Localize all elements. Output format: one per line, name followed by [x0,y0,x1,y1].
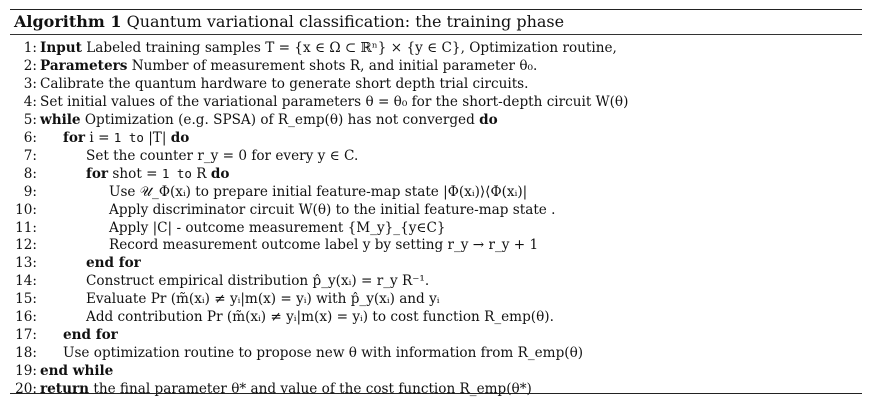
line-number: 3: [23,75,37,92]
line-number: 14: [15,273,37,290]
line-number: 15: [15,291,37,308]
monospace-token: 1 to [113,129,144,145]
text-fragment: θ₀ [519,57,533,74]
line-text [109,237,538,253]
algorithm-label: Algorithm 1 [14,12,122,31]
line-number: 9: [23,183,37,200]
text-fragment: , Optimization routine, [460,40,617,56]
algorithm-title [14,12,564,31]
line-text [109,202,556,218]
line-text [109,220,446,236]
line-number: 10: [15,201,37,218]
line-text [63,327,118,343]
text-fragment: , and initial parameter [360,57,520,74]
line-text [63,345,583,361]
text-fragment: the final parameter θ* and value of the cost function R_emp(θ*) [89,381,532,398]
algorithm-title-text: Quantum variational classification: the training phase [126,12,565,31]
line-text [86,291,440,307]
keyword: return [40,381,90,398]
keyword: for [63,129,86,146]
text-fragment: Use 𝒰_Φ(xᵢ) to prepare initial feature-map state |Φ(xᵢ)⟩⟨Φ(xᵢ)| [109,183,528,200]
keyword: Parameters [40,57,128,74]
text-fragment: has not converged [343,111,480,128]
top-rule [10,9,862,10]
line-number: 8: [23,165,37,182]
line-text [63,130,189,146]
line-number: 20: [15,381,37,398]
title-rule [10,34,862,35]
text-fragment: Use optimization routine to propose new θ with information from R_emp(θ) [63,345,584,362]
line-number: 19: [15,363,37,380]
line-text [86,148,358,164]
line-text [40,112,498,128]
keyword: do [479,111,498,128]
text-fragment: W(θ) [595,93,629,110]
text-fragment: T = {x ∈ Ω ⊂ ℝⁿ} × {y ∈ C} [265,40,461,56]
line-text [86,255,141,271]
line-text [86,273,429,289]
line-number: 11: [15,219,37,236]
line-text [40,381,532,397]
line-number: 16: [15,309,37,326]
line-number: 1: [23,40,37,56]
line-number: 6: [23,129,37,146]
text-fragment: Apply discriminator circuit W(θ) to the initial feature-map state . [109,201,556,218]
keyword: do [170,129,190,146]
text-fragment: Apply |C| - outcome measurement {M_y}_{y∈C} [109,219,446,236]
text-fragment: Add contribution Pr (m̃(xᵢ) ≠ yᵢ|m(x) = yᵢ) to cost function R_emp(θ). [86,309,554,326]
keyword: Input [40,40,82,56]
text-fragment: Optimization (e.g. SPSA) of [80,111,278,128]
text-fragment: i = [85,129,114,146]
line-number: 17: [15,327,37,344]
text-fragment: R [349,57,361,74]
keyword: end for [86,255,141,272]
text-fragment: Evaluate Pr (m̃(xᵢ) ≠ yᵢ|m(x) = yᵢ) with p̂_y(xᵢ) and yᵢ [86,291,440,308]
text-fragment: for the short-depth circuit [407,93,596,110]
line-text [40,40,617,56]
keyword: do [210,165,230,182]
text-fragment: Number of measurement shots [127,57,350,74]
text-fragment: Calibrate the quantum hardware to generate short depth trial circuits. [40,75,529,92]
keyword: end while [40,363,114,380]
text-fragment: Set initial values of the variational parameters [40,93,366,110]
monospace-token: 1 to [161,165,192,181]
text-fragment: Construct empirical distribution p̂_y(xᵢ) = r_y R⁻¹. [86,273,430,290]
line-text [86,166,229,182]
bottom-rule [10,393,862,394]
line-number: 2: [23,57,37,74]
line-number: 12: [15,237,37,254]
keyword: while [40,111,81,128]
keyword: end for [63,327,118,344]
text-fragment: . [532,57,538,74]
line-number: 5: [23,111,37,128]
text-fragment: θ = θ₀ [365,93,408,110]
line-text [40,94,628,110]
text-fragment: R_emp(θ) [277,111,344,128]
line-number: 18: [15,345,37,362]
text-fragment: |T| [143,129,171,146]
line-text [109,184,527,200]
line-text [86,309,554,325]
text-fragment: Set the counter r_y = 0 for every y ∈ C. [86,147,359,164]
keyword: for [86,165,109,182]
line-text [40,58,537,74]
text-fragment: shot = [108,165,162,182]
algorithm-box [10,9,862,398]
line-text [40,363,113,379]
text-fragment: Record measurement outcome label y by setting r_y → r_y + 1 [109,237,539,254]
text-fragment: Labeled training samples [81,40,266,56]
line-number: 7: [23,147,37,164]
line-text [40,76,528,92]
line-number: 4: [23,93,37,110]
text-fragment: R [191,165,211,182]
line-number: 13: [15,255,37,272]
